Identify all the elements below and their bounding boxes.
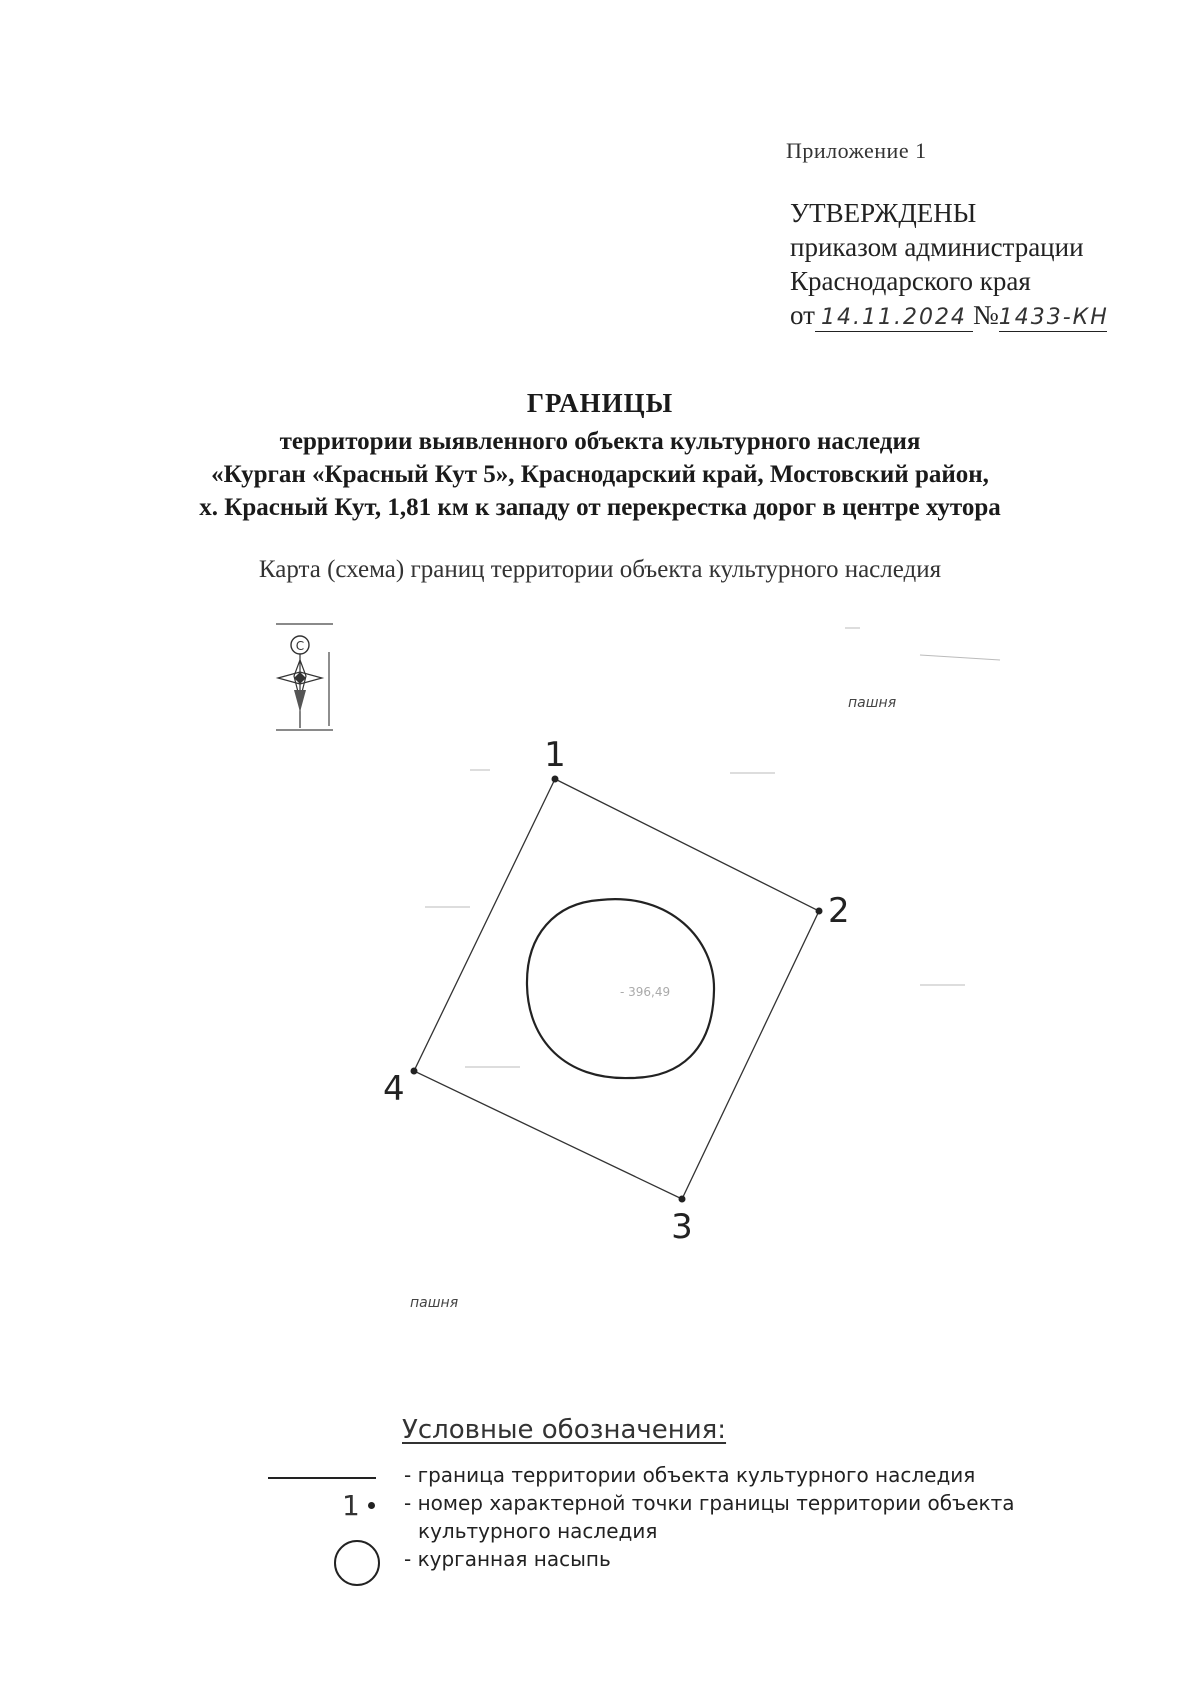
date-prefix: от xyxy=(790,300,815,330)
legend-mound-icon xyxy=(334,1540,380,1586)
approval-number: 1433-КН xyxy=(998,305,1109,330)
point-4-label: 4 xyxy=(383,1069,405,1109)
point-4-marker xyxy=(411,1068,418,1075)
title-line-2: «Курган «Красный Кут 5», Краснодарский край, Мостовский район, xyxy=(211,461,989,488)
number-prefix: № xyxy=(972,300,999,330)
appendix-label: Приложение 1 xyxy=(786,138,927,163)
legend-title: Условные обозначения: xyxy=(402,1415,727,1445)
approved-heading: УТВЕРЖДЕНЫ xyxy=(790,198,977,228)
compass-icon xyxy=(276,624,333,730)
territory-boundary xyxy=(414,779,819,1199)
compass-letter: С xyxy=(295,639,305,653)
legend-point-text-line2: культурного наследия xyxy=(418,1519,658,1543)
legend-boundary-text: - граница территории объекта культурного наследия xyxy=(404,1463,976,1487)
point-2-label: 2 xyxy=(828,891,850,931)
title-main: ГРАНИЦЫ xyxy=(526,388,674,418)
point-3-marker xyxy=(679,1196,686,1203)
legend-mound-text: - курганная насыпь xyxy=(404,1547,611,1571)
title-line-3: х. Красный Кут, 1,81 км к западу от перекрестка дорог в центре хутора xyxy=(199,494,1001,521)
legend-point-number-sample: 1 xyxy=(342,1489,360,1522)
legend-point-marker xyxy=(368,1502,375,1509)
map-caption: Карта (схема) границ территории объекта культурного наследия xyxy=(258,556,942,583)
elevation-mark: - 396,49 xyxy=(620,985,671,999)
land-label-bottom: пашня xyxy=(410,1295,459,1311)
title-line-1: территории выявленного объекта культурного наследия xyxy=(279,428,921,455)
point-2-marker xyxy=(816,908,823,915)
approved-region: Краснодарского края xyxy=(790,266,1031,296)
land-label-top: пашня xyxy=(848,695,897,711)
approved-by-order: приказом администрации xyxy=(790,232,1084,262)
point-1-label: 1 xyxy=(544,735,566,775)
legend-boundary-sample xyxy=(268,1477,376,1479)
point-3-label: 3 xyxy=(671,1207,693,1247)
map-legend xyxy=(240,1415,1100,1595)
approval-date: 14.11.2024 xyxy=(815,305,973,332)
legend-point-text-line1: - номер характерной точки границы территории объекта xyxy=(404,1491,1015,1515)
point-1-marker xyxy=(552,776,559,783)
